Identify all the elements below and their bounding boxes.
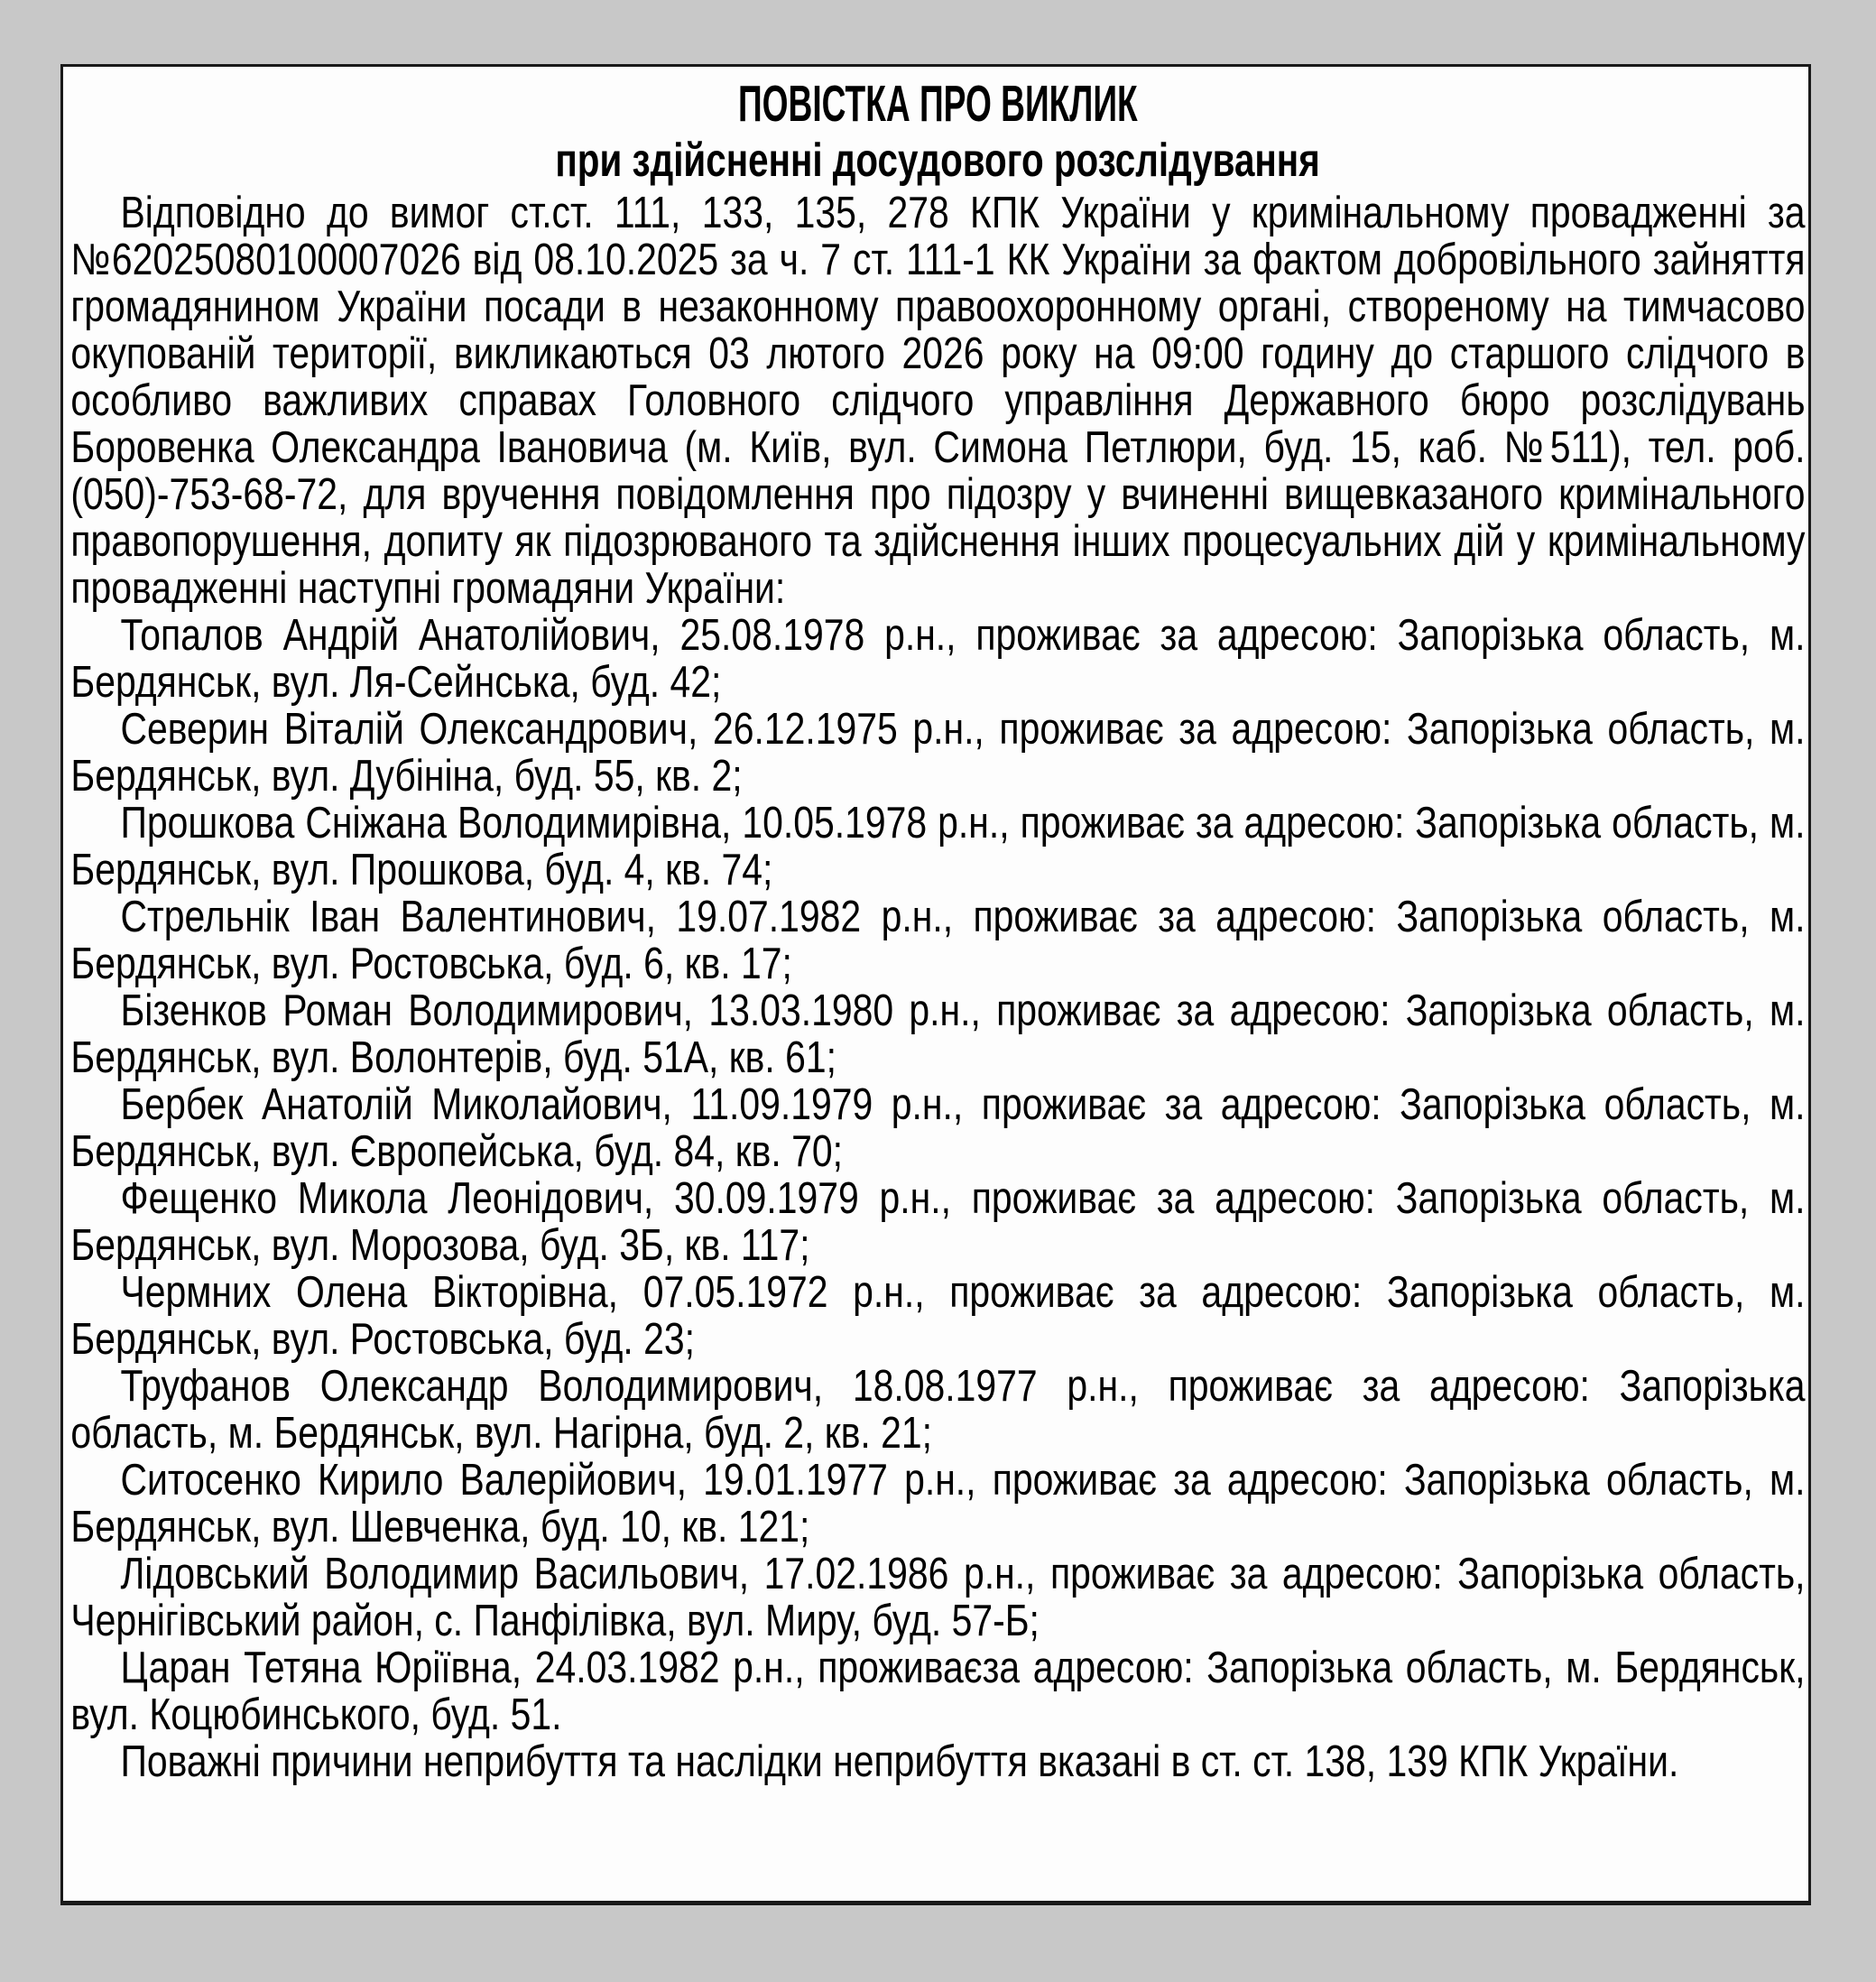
summons-page xyxy=(60,64,1811,1905)
person-entry-4: Стрельнік Іван Валентинович, 19.07.1982 р.н., проживає за адресою: Запорізька область, м. Бердянськ, вул. Ростовська, буд. 6, кв. 17; xyxy=(70,893,1806,988)
closing-paragraph: Поважні причини неприбуття та наслідки неприбуття вказані в ст. ст. 138, 139 КПК України. xyxy=(120,1737,1679,1786)
person-entry-1: Топалов Андрій Анатолійович, 25.08.1978 р.н., проживає за адресою: Запорізька область, м. Бердянськ, вул. Ля-Сейнська, буд. 42; xyxy=(70,611,1806,707)
document-subtitle-text: при здійсненні досудового розслідування xyxy=(555,134,1321,187)
person-entry-11: Лідовський Володимир Васильович, 17.02.1986 р.н., проживає за адресою: Запорізька область, Чернігівський район, с. Панфілівка, вул. Миру, буд. 57-Б; xyxy=(70,1550,1806,1645)
page-content xyxy=(63,67,1808,1785)
document-subtitle xyxy=(70,132,1805,190)
intro-paragraph: Відповідно до вимог ст.ст. 111, 133, 135, 278 КПК України у кримінальному провадженні за №62025080100007026 від 08.10.2025 за ч. 7 ст. 111-1 КК України за фактом добровільного зайняття громадянином України посади в незаконному правоохоронному органі, створеному на тимчасово окупованій території, викликаються 03 лютого 2026 року на 09:00 годину до старшого слідчого в особливо важливих справах Головного слідчого управління Державного бюро розслідувань Боровенка Олександра Івановича (м. Київ, вул. Симона Петлюри, буд. 15, каб. №511), тел. роб. (050)-753-68-72, для вручення повідомлення про підозру у вчиненні вищевказаного кримінального правопорушення, допиту як підозрюваного та здійснення інших процесуальних дій у кримінальному провадженні наступні громадяни України: xyxy=(70,189,1806,613)
person-entry-6: Бербек Анатолій Миколайович, 11.09.1979 р.н., проживає за адресою: Запорізька область, м. Бердянськ, вул. Європейська, буд. 84, кв. 70; xyxy=(70,1080,1806,1176)
person-entry-2: Северин Віталій Олександрович, 26.12.1975 р.н., проживає за адресою: Запорізька область, м. Бердянськ, вул. Дубініна, буд. 55, кв. 2; xyxy=(70,705,1806,801)
document-title-text: ПОВІСТКА ПРО ВИКЛИК xyxy=(738,75,1138,133)
person-entry-5: Бізенков Роман Володимирович, 13.03.1980 р.н., проживає за адресою: Запорізька область, м. Бердянськ, вул. Волонтерів, буд. 51А, кв. 61; xyxy=(70,986,1806,1082)
person-entry-10: Ситосенко Кирило Валерійович, 19.01.1977 р.н., проживає за адресою: Запорізька область, м. Бердянськ, вул. Шевченка, буд. 10, кв. 121; xyxy=(70,1456,1806,1551)
person-entry-8: Чермних Олена Вікторівна, 07.05.1972 р.н., проживає за адресою: Запорізька область, м. Бердянськ, вул. Ростовська, буд. 23; xyxy=(70,1268,1806,1364)
person-entry-12: Царан Тетяна Юріївна, 24.03.1982 р.н., проживаєза адресою: Запорізька область, м. Бердянськ, вул. Коцюбинського, буд. 51. xyxy=(70,1644,1806,1739)
document-title xyxy=(70,76,1805,132)
person-entry-9: Труфанов Олександр Володимирович, 18.08.1977 р.н., проживає за адресою: Запорізька область, м. Бердянськ, вул. Нагірна, буд. 2, кв. 21; xyxy=(70,1362,1806,1458)
person-entry-3: Прошкова Сніжана Володимирівна, 10.05.1978 р.н., проживає за адресою: Запорізька область, м. Бердянськ, вул. Прошкова, буд. 4, кв. 74; xyxy=(70,799,1806,894)
person-entry-7: Фещенко Микола Леонідович, 30.09.1979 р.н., проживає за адресою: Запорізька область, м. Бердянськ, вул. Морозова, буд. 3Б, кв. 117; xyxy=(70,1174,1806,1270)
